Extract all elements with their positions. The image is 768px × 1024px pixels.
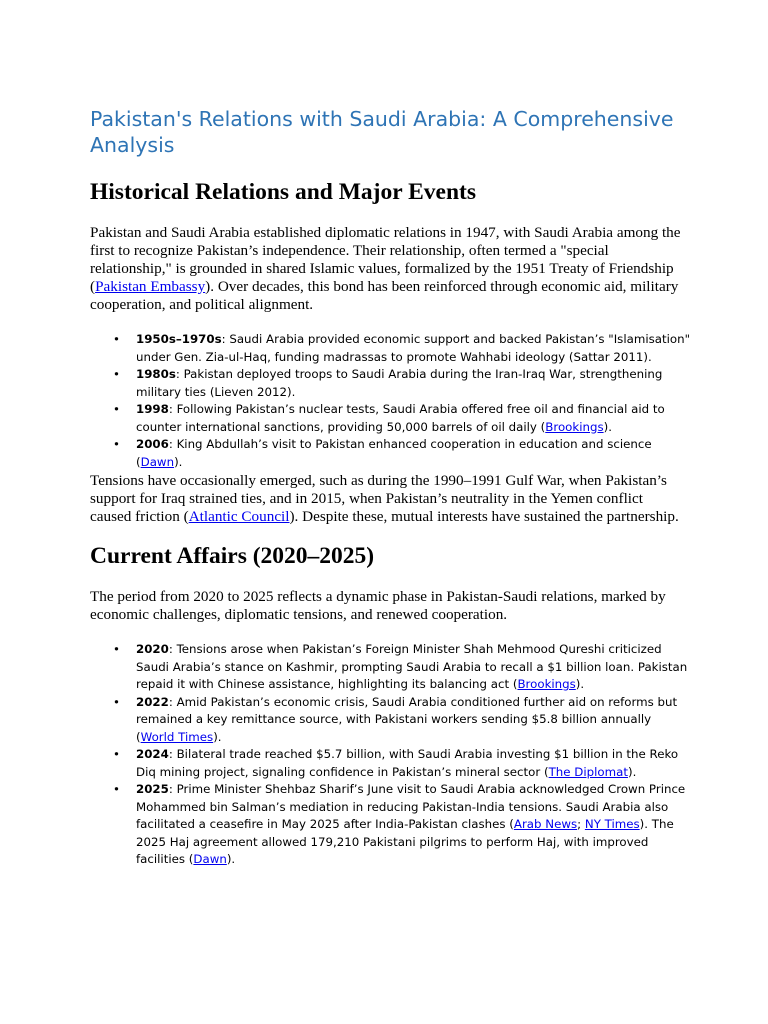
bullet-dot: • xyxy=(113,782,120,796)
history-outro-text: Tensions have occasionally emerged, such as during the 1990–1991 Gulf War, when Pakistan’s support for Iraq strained ties, and in 2015, when Pakistan’s neutrality in the Yemen conflict caused friction ( xyxy=(90,472,667,525)
bullet-label: 2024 xyxy=(136,747,169,761)
list-item xyxy=(90,366,690,401)
dawn-link[interactable]: Dawn xyxy=(193,852,227,866)
bullet-dot: • xyxy=(113,694,120,709)
current-affairs-intro-paragraph: The period from 2020 to 2025 reflects a dynamic phase in Pakistan-Saudi relations, marked by economic challenges, diplomatic tensions, and renewed cooperation. xyxy=(90,588,666,623)
history-intro-paragraph xyxy=(90,224,682,314)
bullet-label: 2020 xyxy=(136,642,169,656)
bullet-text-end: ). xyxy=(226,852,236,866)
bullet-text: : Bilateral trade reached $5.7 billion, with Saudi Arabia investing $1 billion in the Reko Diq mining project, signaling confidence in Pakistan’s mineral sector ( xyxy=(136,747,679,779)
link-separator: ; xyxy=(577,817,585,831)
list-item xyxy=(90,781,690,869)
bullet-text: : King Abdullah’s visit to Pakistan enhanced cooperation in education and science ( xyxy=(136,437,652,469)
history-outro-paragraph xyxy=(90,472,682,526)
bullet-dot: • xyxy=(113,402,120,416)
bullet-text: : Pakistan deployed troops to Saudi Arabia during the Iran-Iraq War, strengthening military ties (Lieven 2012). xyxy=(136,367,663,399)
bullet-label: 2006 xyxy=(136,437,169,451)
history-intro-text-end: ). Over decades, this bond has been reinforced through economic aid, military cooperation, and political alignment. xyxy=(90,277,679,313)
bullet-text: : Tensions arose when Pakistan’s Foreign Minister Shah Mehmood Qureshi criticized Saudi Arabia’s stance on Kashmir, prompting Saudi Arabia to recall a $1 billion loan. Pakistan repaid it with Chinese assistance, highlighting its balancing act ( xyxy=(136,642,688,691)
pakistan-embassy-link[interactable]: Pakistan Embassy xyxy=(95,277,206,295)
bullet-text: : Saudi Arabia provided economic support and backed Pakistan’s "Islamisation" under Gen. Zia-ul-Haq, funding madrassas to promote Wahhabi ideology (Sattar 2011). xyxy=(136,332,691,364)
section-heading-history: Historical Relations and Major Events xyxy=(90,179,476,205)
bullet-label: 1950s–1970s xyxy=(136,332,222,346)
history-intro-text: Pakistan and Saudi Arabia established diplomatic relations in 1947, with Saudi Arabia among the first to recognize Pakistan’s independence. Their relationship, often termed a "special relationship," is grounded in shared Islamic values, formalized by the 1951 Treaty of Friendship ( xyxy=(90,224,681,295)
bullet-label: 2022 xyxy=(136,694,169,709)
bullet-dot: • xyxy=(113,642,120,656)
bullet-dot: • xyxy=(113,437,120,451)
current-affairs-bullet-list xyxy=(90,641,690,869)
bullet-text-end: ). xyxy=(603,419,612,434)
bullet-text: : Following Pakistan’s nuclear tests, Saudi Arabia offered free oil and financial aid to counter international sanctions, providing 50,000 barrels of oil daily ( xyxy=(136,402,665,434)
bullet-dot: • xyxy=(113,747,120,761)
bullet-text-end: ). xyxy=(627,764,637,779)
world-times-link[interactable]: World Times xyxy=(140,729,214,744)
bullet-text-end: ). xyxy=(575,677,585,691)
list-item xyxy=(90,401,690,436)
list-item xyxy=(90,436,690,471)
arab-news-link[interactable]: Arab News xyxy=(513,817,578,831)
bullet-label: 1998 xyxy=(136,402,169,416)
dawn-link[interactable]: Dawn xyxy=(140,454,175,469)
list-item xyxy=(90,641,690,694)
list-item xyxy=(90,331,690,366)
bullet-text: : Amid Pakistan’s economic crisis, Saudi Arabia conditioned further aid on reforms but remained a key remittance source, with Pakistani workers sending $5.8 billion annually ( xyxy=(136,694,678,744)
bullet-label: 2025 xyxy=(136,782,169,796)
bullet-label: 1980s xyxy=(136,367,176,381)
bullet-dot: • xyxy=(113,332,120,346)
list-item xyxy=(90,746,690,781)
the-diplomat-link[interactable]: The Diplomat xyxy=(548,764,628,779)
bullet-dot: • xyxy=(113,367,120,381)
bullet-text-end: ). xyxy=(174,454,183,469)
document-title: Pakistan's Relations with Saudi Arabia: A Comprehensive Analysis xyxy=(90,107,674,157)
ny-times-link[interactable]: NY Times xyxy=(584,817,640,831)
list-item xyxy=(90,694,690,747)
brookings-link[interactable]: Brookings xyxy=(517,677,576,691)
history-outro-text-end: ). Despite these, mutual interests have sustained the partnership. xyxy=(289,507,679,525)
bullet-text-middle: ). The 2025 Haj agreement allowed 179,210 Pakistani pilgrims to perform Haj, with improved facilities ( xyxy=(136,817,674,866)
brookings-link[interactable]: Brookings xyxy=(545,419,604,434)
history-bullet-list xyxy=(90,331,690,471)
bullet-text: : Prime Minister Shehbaz Sharif’s June visit to Saudi Arabia acknowledged Crown Prince Mohammed bin Salman’s mediation in reducing Pakistan-India tensions. Saudi Arabia also facilitated a ceasefire in May 2025 after India-Pakistan clashes ( xyxy=(136,782,686,831)
section-heading-current-affairs: Current Affairs (2020–2025) xyxy=(90,543,375,569)
bullet-text-end: ). xyxy=(213,729,222,744)
atlantic-council-link[interactable]: Atlantic Council xyxy=(188,507,290,525)
